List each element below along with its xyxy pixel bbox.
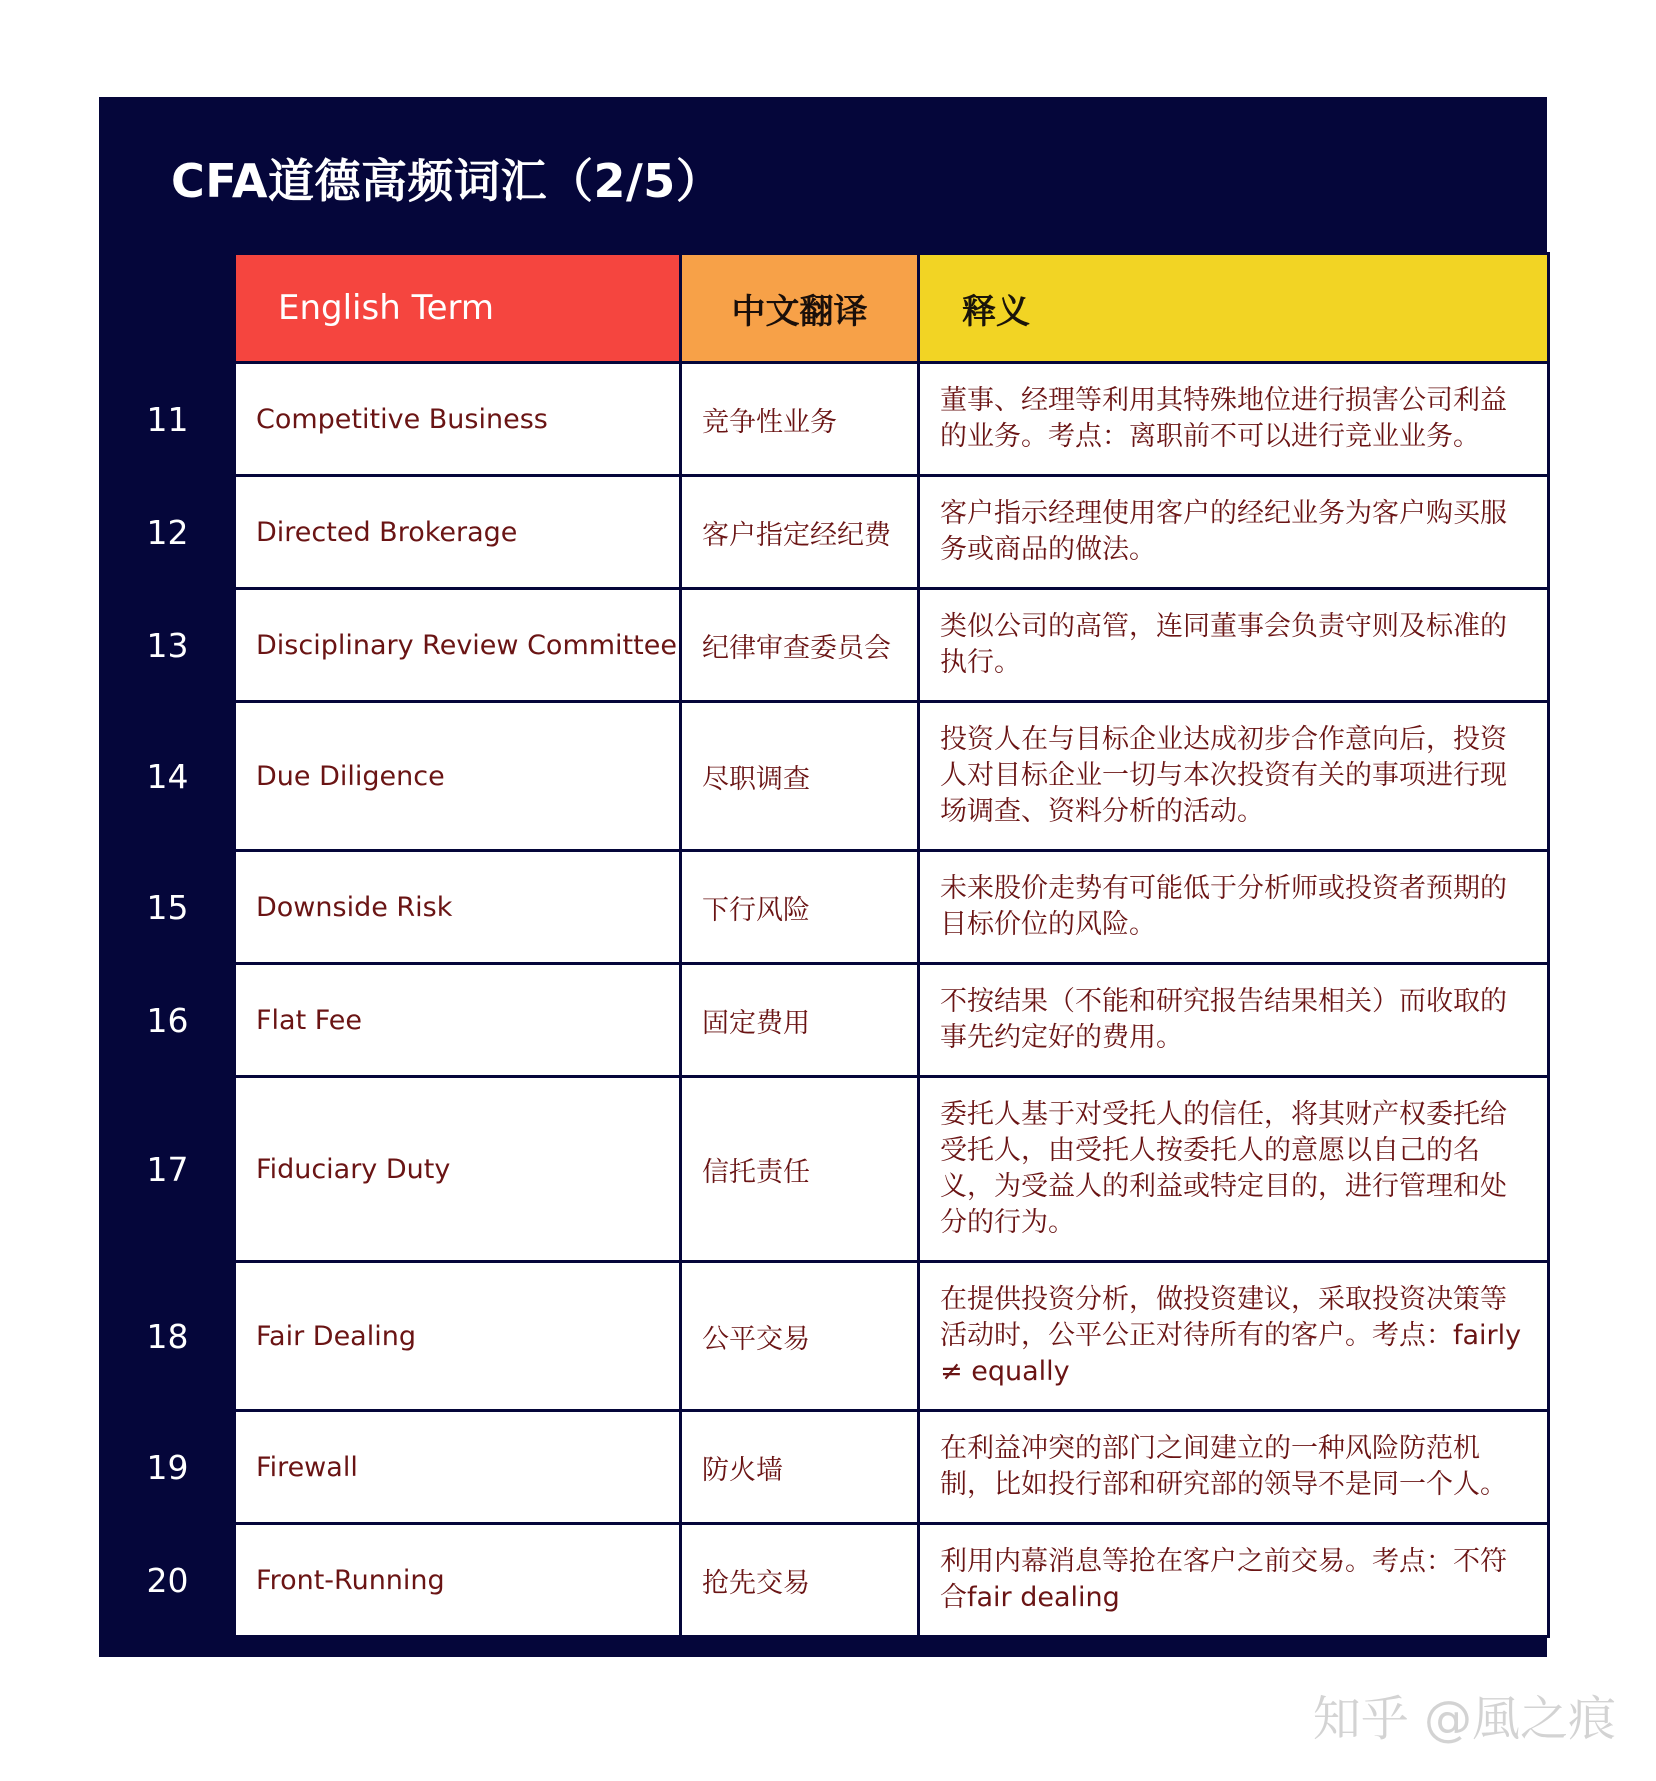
table-row	[101, 1077, 1549, 1262]
definition: 未来股价走势有可能低于分析师或投资者预期的目标价位的风险。	[919, 851, 1549, 964]
english-term: Disciplinary Review Committee	[235, 589, 681, 702]
table-row	[101, 851, 1549, 964]
definition: 在提供投资分析，做投资建议，采取投资决策等活动时，公平公正对待所有的客户。考点：fairly ≠ equally	[919, 1262, 1549, 1411]
chinese-translation: 竞争性业务	[681, 363, 919, 476]
row-number: 20	[101, 1524, 235, 1637]
definition: 客户指示经理使用客户的经纪业务为客户购买服务或商品的做法。	[919, 476, 1549, 589]
definition: 类似公司的高管，连同董事会负责守则及标准的执行。	[919, 589, 1549, 702]
row-number: 15	[101, 851, 235, 964]
table-row	[101, 1524, 1549, 1637]
row-number: 13	[101, 589, 235, 702]
row-number: 14	[101, 702, 235, 851]
vocabulary-card	[99, 97, 1547, 1657]
vocabulary-table	[99, 252, 1550, 1638]
definition: 利用内幕消息等抢在客户之前交易。考点：不符合fair dealing	[919, 1524, 1549, 1637]
chinese-translation: 纪律审查委员会	[681, 589, 919, 702]
chinese-translation: 下行风险	[681, 851, 919, 964]
english-term: Directed Brokerage	[235, 476, 681, 589]
row-number: 17	[101, 1077, 235, 1262]
table-row	[101, 702, 1549, 851]
chinese-translation: 固定费用	[681, 964, 919, 1077]
header-number	[101, 254, 235, 363]
english-term: Competitive Business	[235, 363, 681, 476]
definition: 不按结果（不能和研究报告结果相关）而收取的事先约定好的费用。	[919, 964, 1549, 1077]
definition: 委托人基于对受托人的信任，将其财产权委托给受托人，由受托人按委托人的意愿以自己的名义，为受益人的利益或特定目的，进行管理和处分的行为。	[919, 1077, 1549, 1262]
row-number: 12	[101, 476, 235, 589]
header-chinese-translation: 中文翻译	[681, 254, 919, 363]
row-number: 16	[101, 964, 235, 1077]
table-row	[101, 1411, 1549, 1524]
row-number: 19	[101, 1411, 235, 1524]
table-row	[101, 363, 1549, 476]
chinese-translation: 尽职调查	[681, 702, 919, 851]
chinese-translation: 客户指定经纪费	[681, 476, 919, 589]
definition: 投资人在与目标企业达成初步合作意向后，投资人对目标企业一切与本次投资有关的事项进行现场调查、资料分析的活动。	[919, 702, 1549, 851]
header-definition: 释义	[919, 254, 1549, 363]
chinese-translation: 抢先交易	[681, 1524, 919, 1637]
table-row	[101, 589, 1549, 702]
row-number: 11	[101, 363, 235, 476]
definition: 在利益冲突的部门之间建立的一种风险防范机制，比如投行部和研究部的领导不是同一个人。	[919, 1411, 1549, 1524]
english-term: Fiduciary Duty	[235, 1077, 681, 1262]
english-term: Due Diligence	[235, 702, 681, 851]
table-row	[101, 964, 1549, 1077]
chinese-translation: 公平交易	[681, 1262, 919, 1411]
english-term: Front-Running	[235, 1524, 681, 1637]
definition: 董事、经理等利用其特殊地位进行损害公司利益的业务。考点：离职前不可以进行竞业业务。	[919, 363, 1549, 476]
english-term: Flat Fee	[235, 964, 681, 1077]
english-term: Firewall	[235, 1411, 681, 1524]
table-row	[101, 1262, 1549, 1411]
zhihu-watermark: 知乎 @風之痕	[1312, 1691, 1616, 1747]
english-term: Fair Dealing	[235, 1262, 681, 1411]
chinese-translation: 防火墙	[681, 1411, 919, 1524]
english-term: Downside Risk	[235, 851, 681, 964]
chinese-translation: 信托责任	[681, 1077, 919, 1262]
card-title: CFA道德高频词汇（2/5）	[171, 154, 723, 208]
row-number: 18	[101, 1262, 235, 1411]
header-english-term: English Term	[235, 254, 681, 363]
table-row	[101, 476, 1549, 589]
table-header-row	[101, 254, 1549, 363]
